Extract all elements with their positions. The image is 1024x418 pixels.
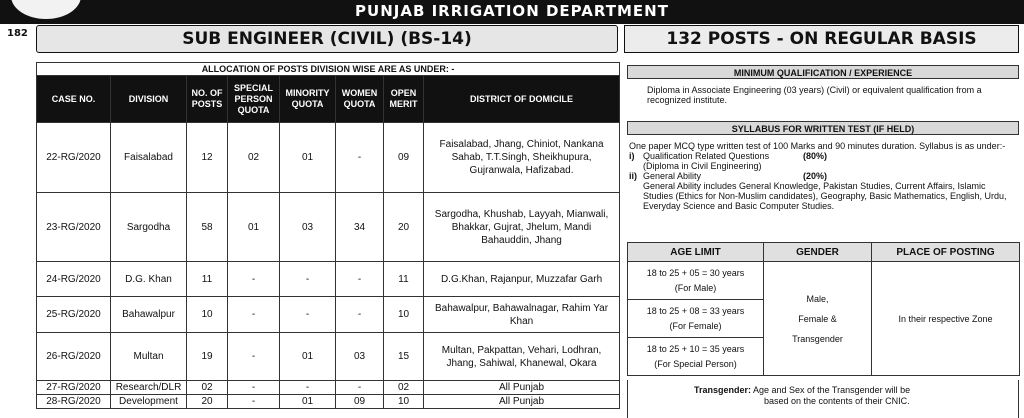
open-merit: 10 (384, 395, 424, 409)
age-for: (For Special Person) (654, 358, 737, 369)
division: Bahawalpur (111, 297, 187, 333)
women-quota: - (336, 123, 384, 193)
open-merit: 11 (384, 262, 424, 297)
table-row (37, 395, 620, 409)
col-division: DIVISION (111, 76, 187, 123)
table-row (37, 381, 620, 395)
posts-summary: 132 POSTS - ON REGULAR BASIS (624, 25, 1019, 53)
age-for: (For Female) (669, 320, 722, 331)
transgender-text: Age and Sex of the Transgender will be (751, 385, 911, 395)
item-percent: (20%) (803, 171, 828, 181)
transgender-text-2: based on the contents of their CNIC. (764, 396, 910, 406)
special-quota: - (228, 297, 280, 333)
no-of-posts: 20 (187, 395, 228, 409)
open-merit: 02 (384, 381, 424, 395)
allocation-caption: ALLOCATION OF POSTS DIVISION WISE ARE AS UNDER: - (37, 63, 620, 76)
department-title: PUNJAB IRRIGATION DEPARTMENT (355, 2, 669, 20)
women-quota: - (336, 297, 384, 333)
district-of-domicile: Multan, Pakpattan, Vehari, Lodhran, Jhang, Sahiwal, Khanewal, Okara (424, 333, 620, 381)
syllabus-item-1 (627, 151, 1019, 161)
post-title: SUB ENGINEER (CIVIL) (BS-14) (36, 25, 618, 53)
minority-quota: - (280, 262, 336, 297)
district-of-domicile: All Punjab (424, 395, 620, 409)
syllabus-section (627, 121, 1019, 211)
minority-quota: - (280, 381, 336, 395)
age-limit-special-person (628, 338, 764, 376)
col-gender: GENDER (764, 243, 872, 262)
division: Research/DLR (111, 381, 187, 395)
syllabus-heading: SYLLABUS FOR WRITTEN TEST (IF HELD) (627, 121, 1019, 135)
women-quota: - (336, 262, 384, 297)
minority-quota: 01 (280, 123, 336, 193)
col-case-no: CASE NO. (37, 76, 111, 123)
open-merit: 15 (384, 333, 424, 381)
col-women-quota: WOMEN QUOTA (336, 76, 384, 123)
gender-male: Male, (806, 293, 829, 304)
open-merit: 10 (384, 297, 424, 333)
table-row (37, 123, 620, 193)
col-minority-quota: MINORITY QUOTA (280, 76, 336, 123)
gender-transgender: Transgender (792, 333, 843, 344)
age-range: 18 to 25 + 10 = 35 years (646, 343, 745, 354)
col-place-of-posting: PLACE OF POSTING (872, 243, 1020, 262)
gender-cell (764, 262, 872, 376)
item-percent: (80%) (803, 151, 828, 161)
age-range: 18 to 25 + 05 = 30 years (646, 267, 745, 278)
qualification-section (627, 65, 1019, 105)
case-no: 23-RG/2020 (37, 193, 111, 262)
transgender-note (627, 380, 1019, 418)
col-special-person-quota: SPECIAL PERSON QUOTA (228, 76, 280, 123)
col-age-limit: AGE LIMIT (628, 243, 764, 262)
gender-female: Female & (798, 313, 837, 324)
allocation-header-row (37, 76, 620, 123)
district-of-domicile: All Punjab (424, 381, 620, 395)
col-open-merit: OPEN MERIT (384, 76, 424, 123)
open-merit: 20 (384, 193, 424, 262)
syllabus-item-1-sub: (Diploma in Civil Engineering) (643, 161, 762, 171)
posting-table (627, 242, 1020, 376)
table-row (37, 297, 620, 333)
table-row (37, 193, 620, 262)
division: Multan (111, 333, 187, 381)
age-limit-male (628, 262, 764, 300)
item-name: Qualification Related Questions (643, 151, 770, 161)
no-of-posts: 10 (187, 297, 228, 333)
minority-quota: - (280, 297, 336, 333)
division: Sargodha (111, 193, 187, 262)
age-limit-female (628, 300, 764, 338)
special-quota: 02 (228, 123, 280, 193)
district-of-domicile: Bahawalpur, Bahawalnagar, Rahim Yar Khan (424, 297, 620, 333)
division: Development (111, 395, 187, 409)
women-quota: 09 (336, 395, 384, 409)
case-no: 22-RG/2020 (37, 123, 111, 193)
special-quota: - (228, 381, 280, 395)
minority-quota: 01 (280, 395, 336, 409)
place-of-posting: In their respective Zone (872, 262, 1020, 376)
syllabus-intro: One paper MCQ type written test of 100 Marks and 90 minutes duration. Syllabus is as under:- (629, 141, 1006, 151)
col-no-of-posts: NO. OF POSTS (187, 76, 228, 123)
minority-quota: 01 (280, 333, 336, 381)
minority-quota: 03 (280, 193, 336, 262)
division: Faisalabad (111, 123, 187, 193)
case-no: 24-RG/2020 (37, 262, 111, 297)
special-quota: 01 (228, 193, 280, 262)
page-number: 182 (7, 28, 28, 39)
age-range: 18 to 25 + 08 = 33 years (646, 305, 745, 316)
no-of-posts: 58 (187, 193, 228, 262)
women-quota: - (336, 381, 384, 395)
qualification-heading: MINIMUM QUALIFICATION / EXPERIENCE (627, 65, 1019, 79)
item-label: ii) (629, 171, 637, 181)
case-no: 25-RG/2020 (37, 297, 111, 333)
division: D.G. Khan (111, 262, 187, 297)
syllabus-item-2 (627, 171, 1019, 181)
age-for: (For Male) (674, 282, 717, 293)
district-of-domicile: Sargodha, Khushab, Layyah, Mianwali, Bhakkar, Gujrat, Jhelum, Mandi Bahauddin, Jhang (424, 193, 620, 262)
open-merit: 09 (384, 123, 424, 193)
women-quota: 34 (336, 193, 384, 262)
no-of-posts: 02 (187, 381, 228, 395)
qualification-text: Diploma in Associate Engineering (03 years) (Civil) or equivalent qualification from a recognized institute. (647, 85, 982, 105)
col-district-of-domicile: DISTRICT OF DOMICILE (424, 76, 620, 123)
item-name: General Ability (643, 171, 702, 181)
table-row (37, 333, 620, 381)
case-no: 28-RG/2020 (37, 395, 111, 409)
table-row (37, 262, 620, 297)
no-of-posts: 19 (187, 333, 228, 381)
case-no: 26-RG/2020 (37, 333, 111, 381)
special-quota: - (228, 395, 280, 409)
district-of-domicile: Faisalabad, Jhang, Chiniot, Nankana Sahab, T.T.Singh, Sheikhupura, Gujranwala, Hafizabad. (424, 123, 620, 193)
allocation-table (36, 62, 620, 409)
case-no: 27-RG/2020 (37, 381, 111, 395)
special-quota: - (228, 262, 280, 297)
no-of-posts: 12 (187, 123, 228, 193)
district-of-domicile: D.G.Khan, Rajanpur, Muzzafar Garh (424, 262, 620, 297)
item-label: i) (629, 151, 635, 161)
transgender-label: Transgender: (694, 385, 752, 395)
no-of-posts: 11 (187, 262, 228, 297)
women-quota: 03 (336, 333, 384, 381)
special-quota: - (228, 333, 280, 381)
syllabus-item-2-detail: General Ability includes General Knowledge, Pakistan Studies, Current Affairs, Islamic Studies (Ethics for Non-Muslim candidates), Geography, Basic Mathematics, English, Urdu, Everyday Science and Basic Computer Studies. (643, 181, 1007, 211)
